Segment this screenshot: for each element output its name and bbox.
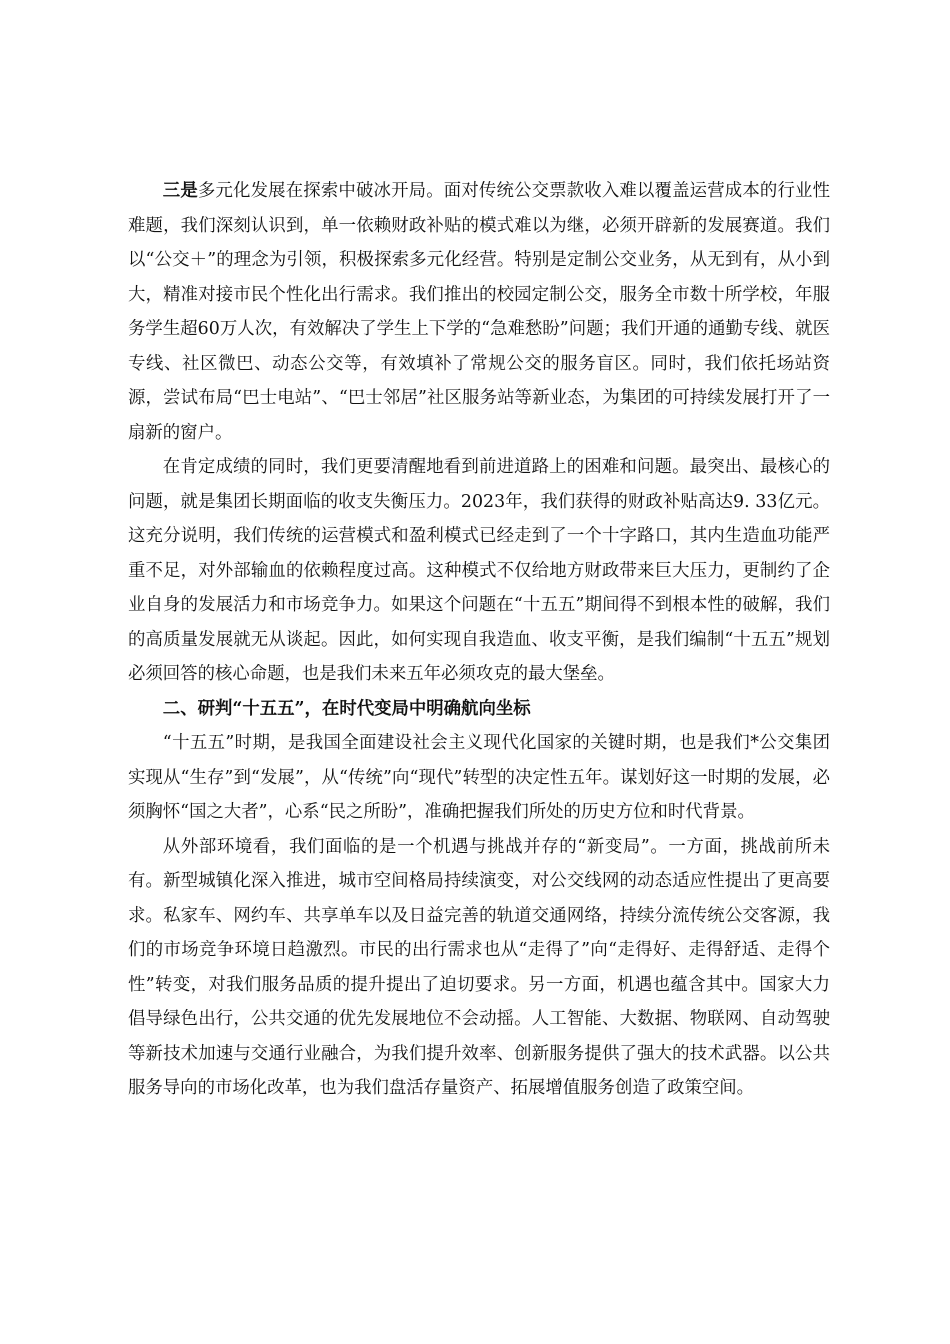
paragraph-challenges: 在肯定成绩的同时，我们更要清醒地看到前进道路上的困难和问题。最突出、最核心的问题，就是集团长期面临的收支失衡压力。2023年，我们获得的财政补贴高达9. 33亿元。这充分说明，我们传统的运营模式和盈利模式已经走到了一个十字路口，其内生造血功能严重不足，对外部输血的依赖程度过高。这种模式不仅给地方财政带来巨大压力，更制约了企业自身的发展活力和市场竞争力。如果这个问题在“十五五”期间得不到根本性的破解，我们的高质量发展就无从谈起。因此，如何实现自我造血、收支平衡，是我们编制“十五五”规划必须回答的核心命题，也是我们未来五年必须攻克的最大堡垒。 xyxy=(128,457,830,684)
paragraph-lead: 三是 xyxy=(162,181,198,201)
paragraph-diversified-development xyxy=(128,174,830,450)
paragraph-external-environment: 从外部环境看，我们面临的是一个机遇与挑战并存的“新变局”。一方面，挑战前所未有。新型城镇化深入推进，城市空间格局持续演变，对公交线网的动态适应性提出了更高要求。私家车、网约车、共享单车以及日益完善的轨道交通网络，持续分流传统公交客源，我们的市场竞争环境日趋激烈。市民的出行需求也从“走得了”向“走得好、走得舒适、走得个性”转变，对我们服务品质的提升提出了迫切要求。另一方面，机遇也蕴含其中。国家大力倡导绿色出行，公共交通的优先发展地位不会动摇。人工智能、大数据、物联网、自动驾驶等新技术加速与交通行业融合，为我们提升效率、创新服务提供了强大的技术武器。以公共服务导向的市场化改革，也为我们盘活存量资产、拓展增值服务创造了政策空间。 xyxy=(128,836,830,1098)
section-heading-two: 二、研判“十五五”，在时代变局中明确航向坐标 xyxy=(162,698,531,719)
paragraph-text: 多元化发展在探索中破冰开局。面对传统公交票款收入难以覆盖运营成本的行业性难题，我们深刻认识到，单一依赖财政补贴的模式难以为继，必须开辟新的发展赛道。我们以“公交＋”的理念为引领，积极探索多元化经营。特别是定制公交业务，从无到有，从小到大，精准对接市民个性化出行需求。我们推出的校园定制公交，服务全市数十所学校，年服务学生超60万人次，有效解决了学生上下学的“急难愁盼”问题；我们开通的通勤专线、就医专线、社区微巴、动态公交等，有效填补了常规公交的服务盲区。同时，我们依托场站资源，尝试布局“巴士电站”、“巴士邻居”社区服务站等新业态，为集团的可持续发展打开了一扇新的窗户。 xyxy=(128,181,830,443)
paragraph-fifteenth-five-year-period: “十五五”时期，是我国全面建设社会主义现代化国家的关键时期，也是我们*公交集团实现从“生存”到“发展”，从“传统”向“现代”转型的决定性五年。谋划好这一时期的发展，必须胸怀“国之大者”，心系“民之所盼”，准确把握我们所处的历史方位和时代背景。 xyxy=(128,733,830,822)
document-body xyxy=(128,174,830,1106)
